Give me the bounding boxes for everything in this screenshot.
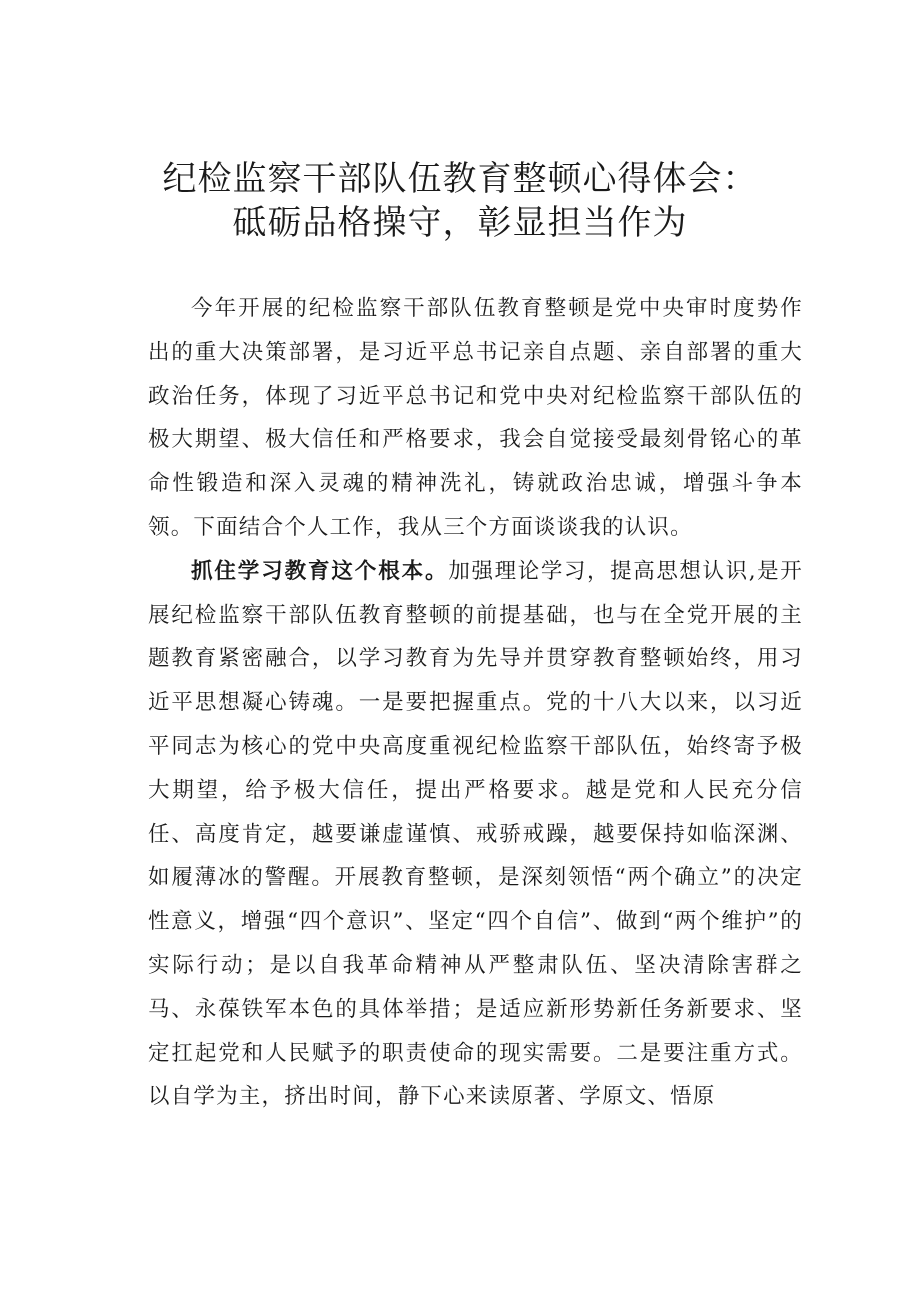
paragraph-intro-text: 今年开展的纪检监察干部队伍教育整顿是党中央审时度势作出的重大决策部署，是习近平总书记亲自点题、亲自部署的重大政治任务，体现了习近平总书记和党中央对纪检监察干部队伍的极大期望、极大信任和严格要求，我会自觉接受最刻骨铭心的革命性锻造和深入灵魂的精神洗礼，铸就政治忠诚，增强斗争本领。下面结合个人工作，我从三个方面谈谈我的认识。 bbox=[148, 296, 803, 540]
paragraph-study-lead: 抓住学习教育这个根本。 bbox=[191, 558, 449, 584]
paragraph-study bbox=[148, 550, 803, 1119]
document-body bbox=[148, 287, 803, 1119]
paragraph-study-text: 加强理论学习，提高思想认识,是开展纪检监察干部队伍教育整顿的前提基础，也与在全党开展的主题教育紧密融合，以学习教育为先导并贯穿教育整顿始终，用习近平思想凝心铸魂。一是要把握重点。党的十八大以来，以习近平同志为核心的党中央高度重视纪检监察干部队伍，始终寄予极大期望，给予极大信任，提出严格要求。越是党和人民充分信任、高度肯定，越要谦虚谨慎、戒骄戒躁，越要保持如临深渊、如履薄冰的警醒。开展教育整顿，是深刻领悟“两个确立”的决定性意义，增强“四个意识”、坚定“四个自信”、做到“两个维护”的实际行动；是以自我革命精神从严整肃队伍、坚决清除害群之马、永葆铁军本色的具体举措；是适应新形势新任务新要求、坚定扛起党和人民赋予的职责使命的现实需要。二是要注重方式。以自学为主，挤出时间，静下心来读原著、学原文、悟原 bbox=[148, 558, 803, 1110]
document-title-line-2: 砥砺品格操守，彰显担当作为 bbox=[232, 203, 688, 243]
document-title-line-1: 纪检监察干部队伍教育整顿心得体会： bbox=[162, 159, 758, 199]
paragraph-intro bbox=[148, 287, 803, 550]
